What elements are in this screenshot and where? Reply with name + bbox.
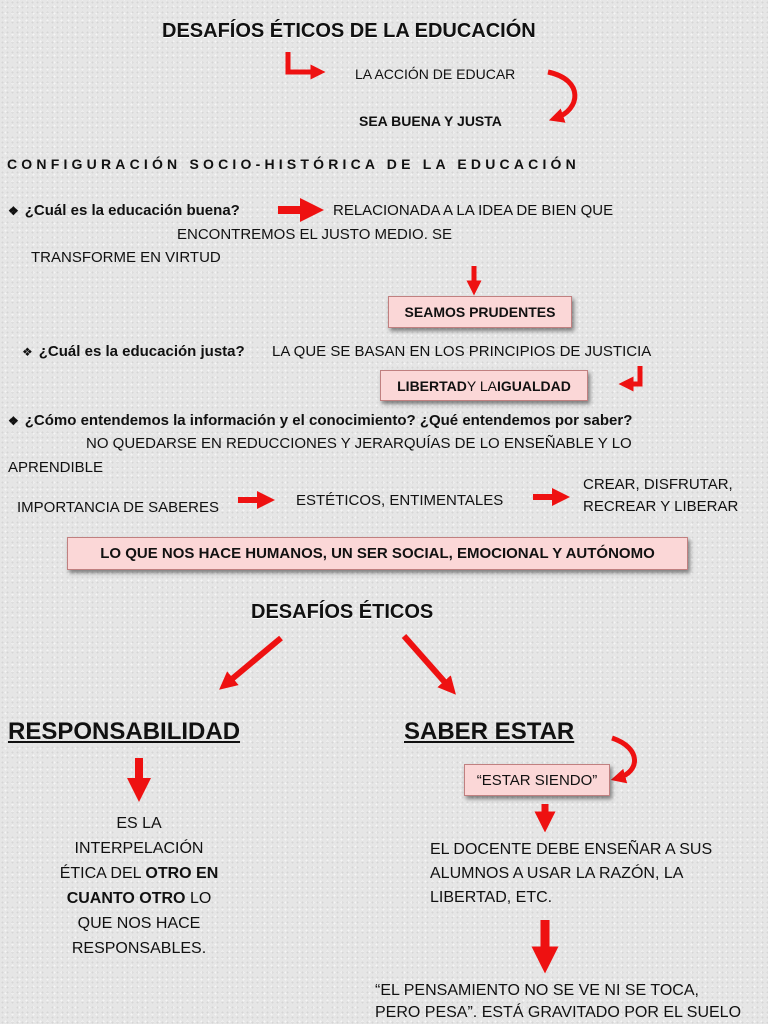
config-heading: CONFIGURACIÓN SOCIO-HISTÓRICA DE LA EDUCACIÓN [7, 156, 580, 172]
responsabilidad-description [44, 811, 234, 961]
sea-buena-text: SEA BUENA Y JUSTA [359, 113, 502, 129]
resp-line4a: CUANTO OTRO [66, 890, 186, 907]
desafios-heading: DESAFÍOS ÉTICOS [251, 601, 434, 623]
q1-answer-line1: RELACIONADA A LA IDEA DE BIEN QUE [333, 202, 614, 219]
y-la-text: Y LA [466, 377, 497, 394]
q2-question-text: ¿Cuál es la educación justa? [38, 343, 245, 360]
diag-arrow-left [226, 638, 281, 684]
q1-question [8, 202, 240, 219]
bullet-icon: ❖ [22, 345, 33, 359]
esteticos-text: ESTÉTICOS, ENTIMENTALES [296, 492, 504, 509]
q3-answer-line1: NO QUEDARSE EN REDUCCIONES Y JERARQUÍAS DE LO ENSEÑABLE Y LO [86, 435, 632, 452]
humanos-box: LO QUE NOS HACE HUMANOS, UN SER SOCIAL, EMOCIONAL Y AUTÓNOMO [67, 537, 688, 570]
diag-arrow-right [404, 636, 450, 688]
docente-line1: EL DOCENTE DEBE ENSEÑAR A SUS [430, 841, 713, 858]
page-title: DESAFÍOS ÉTICOS DE LA EDUCACIÓN [162, 20, 536, 42]
resp-line5: QUE NOS HACE [77, 915, 201, 932]
quote-line1: “EL PENSAMIENTO NO SE VE NI SE TOCA, [375, 982, 699, 999]
q2-answer: LA QUE SE BASAN EN LOS PRINCIPIOS DE JUSTICIA [272, 343, 652, 360]
seamos-prudentes-box: SEAMOS PRUDENTES [388, 296, 572, 328]
q1-question-text: ¿Cuál es la educación buena? [24, 202, 240, 219]
docente-line2: ALUMNOS A USAR LA RAZÓN, LA [430, 865, 684, 882]
crear-line2: RECREAR Y LIBERAR [583, 498, 739, 515]
q1-answer-line3: TRANSFORME EN VIRTUD [31, 249, 221, 266]
bullet-icon: ❖ [8, 414, 19, 428]
q2-question [22, 343, 245, 360]
estar-siendo-box: “ESTAR SIENDO” [464, 764, 610, 796]
responsabilidad-heading: RESPONSABILIDAD [8, 718, 241, 745]
igualdad-text: IGUALDAD [496, 377, 571, 394]
q1-answer-line2: ENCONTREMOS EL JUSTO MEDIO. SE [177, 226, 453, 243]
bent-arrow-title [288, 52, 318, 72]
resp-line6: RESPONSABLES. [71, 940, 207, 957]
docente-line3: LIBERTAD, ETC. [430, 889, 553, 906]
accion-text: LA ACCIÓN DE EDUCAR [355, 66, 516, 82]
resp-line2: INTERPELACIÓN [74, 840, 204, 857]
resp-line3b: OTRO EN [145, 865, 219, 882]
resp-line4 [44, 886, 234, 911]
curved-arrow-saber [612, 738, 635, 778]
resp-line4b: LO [185, 890, 212, 907]
libertad-igualdad-box [380, 370, 588, 401]
libertad-text: LIBERTAD [397, 377, 467, 394]
q3-answer-line2: APRENDIBLE [8, 459, 104, 476]
q3-question-text: ¿Cómo entendemos la información y el conocimiento? ¿Qué entendemos por saber? [24, 412, 633, 429]
quote-line2: PERO PESA”. ESTÁ GRAVITADO POR EL SUELO [375, 1004, 742, 1021]
bent-arrow-libertad [626, 366, 640, 384]
resp-line3a: ÉTICA DEL [59, 865, 146, 882]
bullet-icon: ❖ [8, 204, 19, 218]
curved-arrow-accion [548, 72, 575, 118]
resp-line1: ES LA [116, 815, 162, 832]
crear-line1: CREAR, DISFRUTAR, [583, 476, 733, 493]
q3-question [8, 412, 632, 429]
importancia-text: IMPORTANCIA DE SABERES [17, 499, 219, 516]
saber-estar-heading: SABER ESTAR [404, 718, 575, 745]
resp-line3 [44, 861, 234, 886]
